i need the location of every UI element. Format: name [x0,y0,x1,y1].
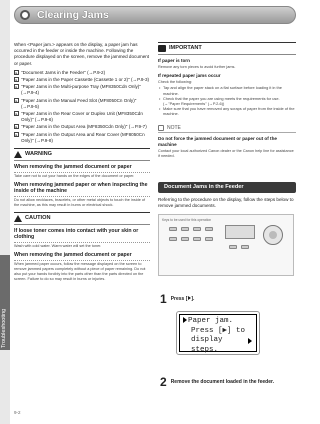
panel-display [225,225,255,239]
repeat-heading: If repeated paper jams occur [158,73,221,79]
warning-body: Take care not to cut your hands on the edges of the document or paper. [14,173,135,178]
important-heading: IMPORTANT [158,42,296,55]
panel-button [181,237,189,241]
panel-button [181,227,189,231]
panel-button [205,237,213,241]
panel-button [229,245,237,249]
step-text: Press [ ]. [170,296,195,302]
panel-button [193,237,201,241]
step-number: 1 [160,292,167,306]
warning-heading: WARNING [14,148,150,161]
reference-checkbox-icon: ▸ [15,132,18,137]
step-2 [160,375,274,389]
reference-checkbox-icon: ▸ [15,112,18,117]
reference-checkbox-icon: ▸ [15,98,18,103]
panel-dial-center-button [269,231,277,239]
lcd-screen [179,314,257,352]
lcd-display [176,311,260,355]
reference-item[interactable]: ▸ "Paper Jams in the Multi-purpose Tray (MF8350Cdn Only)" (→P.9-4) [15,84,141,96]
caution-heading: CAUTION [14,212,150,225]
repeat-intro: Check the following: [158,80,192,85]
caution-body-2: When jammed paper occurs, follow the message displayed on the screen to remove jammed papers completely without a piece of paper remaining. Do not also put your hands forcibly into the parts other than the parts directed on the screen. Failure to do so may result in burns or injuries. [14,261,146,281]
step-number: 2 [160,375,167,389]
left-column [14,42,150,282]
section-title: Document Jams in the Feeder [164,184,244,190]
reference-checkbox-icon: ▸ [15,125,18,130]
reference-checkbox-icon: ▸ [15,85,18,90]
caution-icon [14,215,22,222]
panel-button [241,245,249,249]
intro-text: When <Paper jam.> appears on the display, a paper jam has occurred in the feeder or inside the machine. Following the procedure displayed on the screen, remove the jammed document or paper. [14,42,150,66]
list-item: • Tap and align the paper stack on a flat surface before loading it in the machine. [158,85,296,95]
reference-checkbox-icon: ▸ [15,70,18,75]
reference-item[interactable]: ▸ "Paper Jams in the Output Area and Rear Cover (MF8050Cn Only)" (→P.9-8) [15,131,145,143]
reference-item[interactable]: ▸ "Document Jams in the Feeder" (→P.9-2) [15,69,106,75]
important-icon [158,45,166,52]
caution-subheading: If loose toner comes into contact with your skin or clothing [14,228,150,243]
warning-icon [14,151,22,158]
note-body: Contact your local authorized Canon dealer or the Canon help line for assistance if needed. [158,149,294,159]
panel-button [205,227,213,231]
page-title-banner [14,6,296,24]
panel-caption: Keys to be used for this operation [162,218,212,222]
reference-item[interactable]: ▸ "Paper Jams in the Rear Cover or Duplex Unit (MF8350Cdn Only)" (→P.9-6) [15,111,143,123]
note-icon [158,125,164,131]
reference-list [14,70,150,144]
caution-body: Wash with cold water. Warm water will set the toner. [14,244,102,249]
cursor-arrow-icon [183,317,187,323]
step-1 [160,292,194,306]
panel-button [169,227,177,231]
sidebar-tab-label [1,340,7,348]
panel-button [193,227,201,231]
list-item: • Make sure that you have removed any scraps of paper from the inside of the machine. [158,106,296,116]
lcd-line-3: display steps. [191,336,223,354]
right-column [158,42,296,159]
torn-heading: If paper is torn [158,58,190,63]
panel-button [169,237,177,241]
caution-subheading-2: When removing the jammed document or paper [14,252,150,261]
lcd-line-1: Paper jam. [183,317,253,327]
reference-item[interactable]: ▸ "Paper Jams in the Manual Feed Slot (MF8050Cn Only)" (→P.9-5) [15,97,137,109]
bullet-circle-icon [20,10,30,20]
list-item: • Check that the paper you are using meets the requirements for use. (→"Paper Requirements" (→P.2-6)) [158,96,296,106]
reference-item[interactable]: ▸ "Paper Jams in the Output Area (MF8350Cdn Only)" (→P.9-7) [15,124,147,130]
lcd-line-2: Press [▶] to [191,326,246,335]
control-panel-illustration [158,214,294,276]
note-heading: NOTE [158,125,296,133]
warning-subheading: When removing the jammed document or paper [14,164,150,173]
sidebar-tab [0,0,10,424]
reference-item[interactable]: ▸ "Paper Jams in the Paper Cassette (Cassette 1 or 2)" (→P.9-3) [15,77,150,83]
reference-checkbox-icon: ▸ [15,78,18,83]
note-subheading: Do not force the jammed document or paper out of the machine [158,135,277,148]
section-heading-bar [158,182,296,193]
page-title: Clearing Jams [37,9,109,21]
page-number: 9-2 [14,410,21,415]
step-text: Remove the document loaded in the feeder. [170,379,275,385]
section-intro: Referring to the procedure on the display, follow the steps below to remove jammed documents. [158,197,294,209]
torn-body: Remove any torn pieces to avoid further jams. [158,65,236,70]
warning-subheading-2: When removing jammed paper or when inspecting the inside of the machine [14,182,150,197]
right-arrow-icon [248,338,252,344]
warning-body-2: Do not allow necklaces, bracelets, or other metal objects to touch the inside of the machine, as this may result in burns or electrical shock. [14,197,146,207]
